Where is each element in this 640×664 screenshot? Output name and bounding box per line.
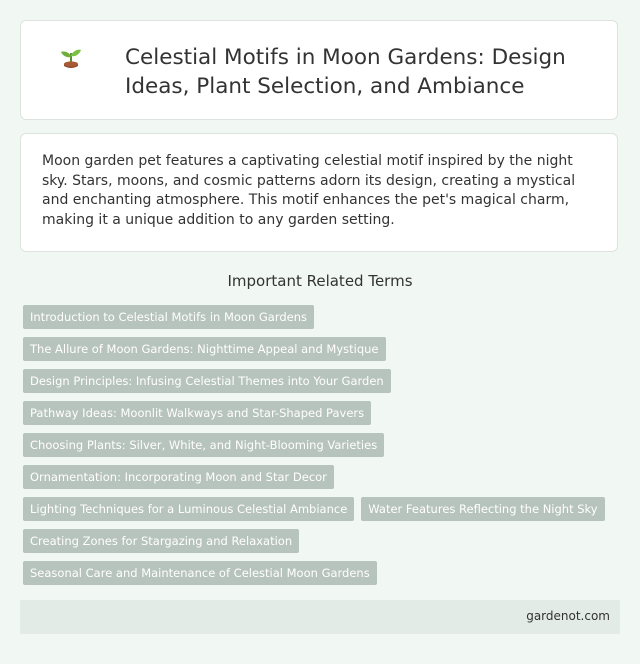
description-card — [20, 133, 618, 252]
related-terms-heading: Important Related Terms — [227, 272, 413, 290]
term-tag[interactable]: Seasonal Care and Maintenance of Celestial Moon Gardens — [23, 561, 377, 585]
footer-site-link[interactable]: gardenot.com — [526, 609, 610, 623]
term-tag[interactable]: Pathway Ideas: Moonlit Walkways and Star-Shaped Pavers — [23, 401, 371, 425]
term-tag[interactable]: Introduction to Celestial Motifs in Moon Gardens — [23, 305, 314, 329]
term-tag[interactable]: Design Principles: Infusing Celestial Themes into Your Garden — [23, 369, 391, 393]
page-title: Celestial Motifs in Moon Gardens: Design Ideas, Plant Selection, and Ambiance — [125, 45, 566, 99]
term-tag[interactable]: Ornamentation: Incorporating Moon and Star Decor — [23, 465, 334, 489]
footer — [20, 600, 620, 634]
term-tag[interactable]: Water Features Reflecting the Night Sky — [361, 497, 604, 521]
term-tag[interactable]: The Allure of Moon Gardens: Nighttime Appeal and Mystique — [23, 337, 386, 361]
related-terms-list — [23, 305, 623, 593]
description-text: Moon garden pet features a captivating celestial motif inspired by the night sky. Stars, moons, and cosmic patterns adorn its design, creating a mystical and enchanting atmosphere. This motif enhances the pet's magical charm, making it a unique addition to any garden setting. — [42, 153, 576, 228]
sprout-icon — [59, 47, 83, 73]
title-card — [20, 20, 618, 120]
term-tag[interactable]: Creating Zones for Stargazing and Relaxation — [23, 529, 299, 553]
term-tag[interactable]: Choosing Plants: Silver, White, and Night-Blooming Varieties — [23, 433, 384, 457]
title-wrap — [81, 43, 601, 101]
term-tag[interactable]: Lighting Techniques for a Luminous Celestial Ambiance — [23, 497, 354, 521]
